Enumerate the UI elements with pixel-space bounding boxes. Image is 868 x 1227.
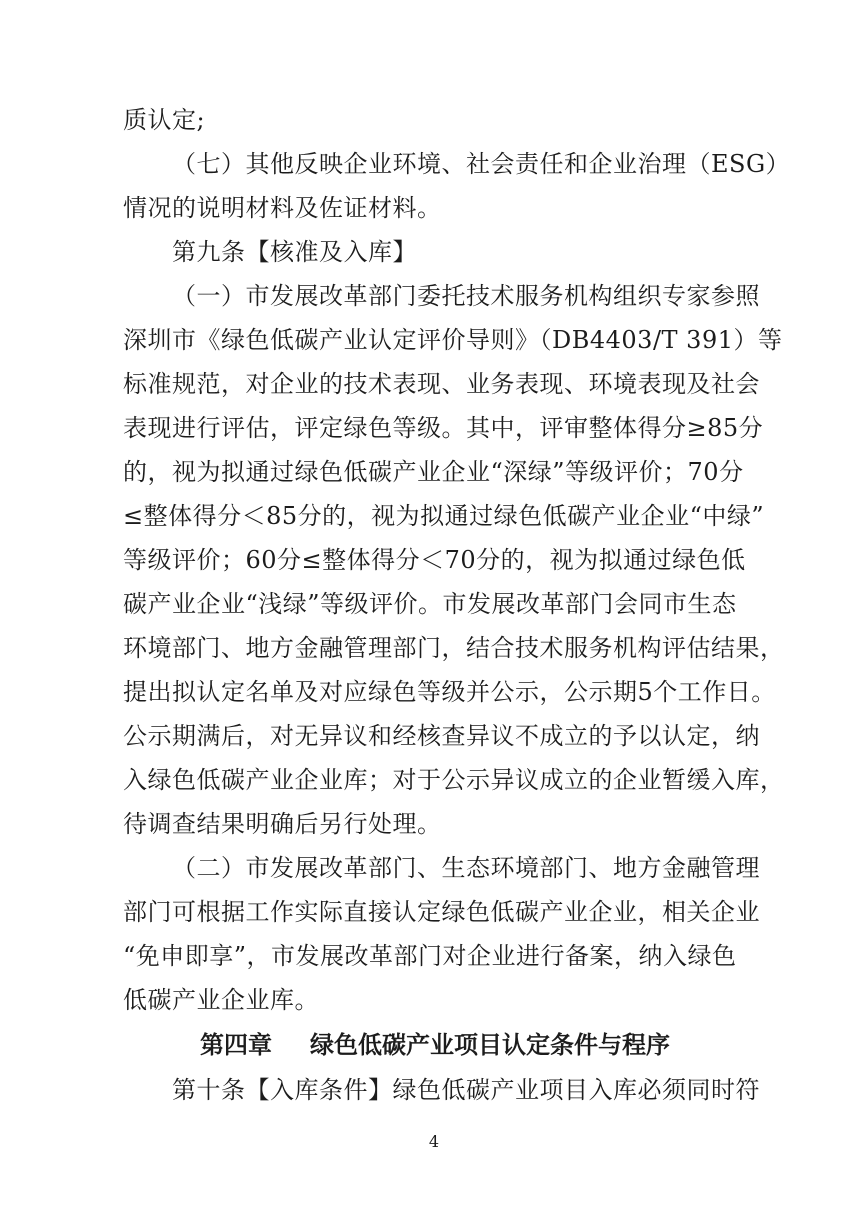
body-line: 环境部门、地方金融管理部门，结合技术服务机构评估结果， bbox=[123, 634, 785, 662]
body-line: “免申即享”，市发展改革部门对企业进行备案，纳入绿色 bbox=[123, 942, 737, 970]
page-number: 4 bbox=[428, 1132, 440, 1151]
body-line: ≤整体得分＜85分的，视为拟通过绿色低碳产业企业“中绿” bbox=[123, 502, 765, 530]
body-line: 标准规范，对企业的技术表现、业务表现、环境表现及社会 bbox=[123, 370, 760, 398]
body-line: 待调查结果明确后另行处理。 bbox=[123, 810, 442, 838]
body-line: 深圳市《绿色低碳产业认定评价导则》（DB4403/T 391）等 bbox=[123, 326, 783, 354]
body-line: （七）其他反映企业环境、社会责任和企业治理（ESG） bbox=[172, 150, 791, 178]
body-line: 等级评价；60分≤整体得分＜70分的，视为拟通过绿色低 bbox=[123, 546, 746, 574]
article-title: 第九条【核准及入库】 bbox=[172, 238, 417, 266]
body-line: （二）市发展改革部门、生态环境部门、地方金融管理 bbox=[172, 854, 760, 882]
chapter-number: 第四章 bbox=[200, 1031, 272, 1059]
body-line: 提出拟认定名单及对应绿色等级并公示，公示期5个工作日。 bbox=[123, 678, 776, 706]
body-line: 碳产业企业“浅绿”等级评价。市发展改革部门会同市生态 bbox=[123, 590, 737, 618]
chapter-title: 绿色低碳产业项目认定条件与程序 bbox=[310, 1031, 670, 1059]
chapter-heading bbox=[200, 1030, 760, 1060]
body-line: 情况的说明材料及佐证材料。 bbox=[123, 194, 442, 222]
body-line: 表现进行评估，评定绿色等级。其中，评审整体得分≥85分 bbox=[123, 414, 764, 442]
body-line: 的，视为拟通过绿色低碳产业企业“深绿”等级评价；70分 bbox=[123, 458, 744, 486]
body-line: 入绿色低碳产业企业库；对于公示异议成立的企业暂缓入库， bbox=[123, 766, 785, 794]
body-line: （一）市发展改革部门委托技术服务机构组织专家参照 bbox=[172, 282, 760, 310]
article-line: 第十条【入库条件】绿色低碳产业项目入库必须同时符 bbox=[172, 1076, 760, 1104]
body-line: 部门可根据工作实际直接认定绿色低碳产业企业，相关企业 bbox=[123, 898, 760, 926]
body-line: 质认定; bbox=[123, 106, 206, 134]
body-line: 低碳产业企业库。 bbox=[123, 986, 319, 1014]
body-line: 公示期满后，对无异议和经核查异议不成立的予以认定，纳 bbox=[123, 722, 760, 750]
